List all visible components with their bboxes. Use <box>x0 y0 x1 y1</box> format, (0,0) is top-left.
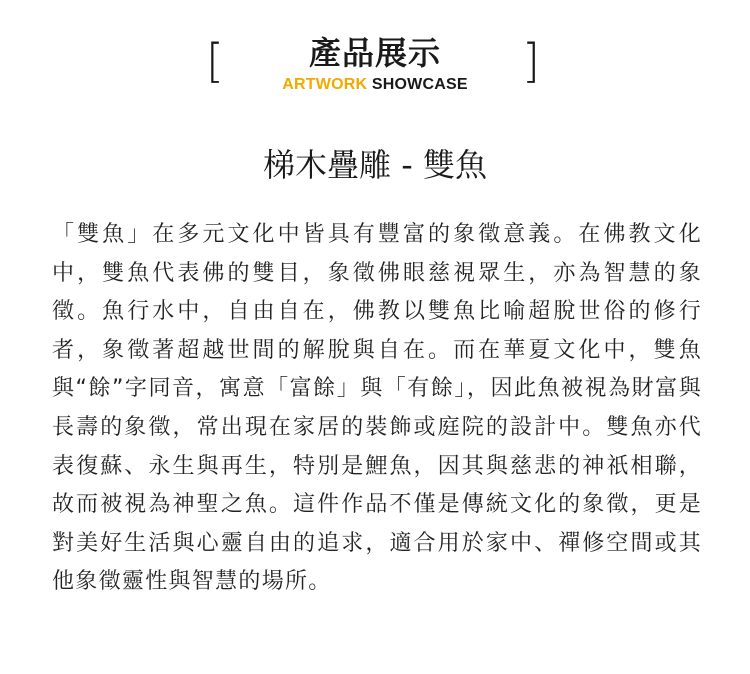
product-description: 「雙魚」在多元文化中皆具有豐富的象徵意義。在佛教文化中，雙魚代表佛的雙目，象徵佛眼慈視眾生，亦為智慧的象徵。魚行水中，自由自在，佛教以雙魚比喻超脫世俗的修行者，象徵著超越世間的解脫與自在。而在華夏文化中，雙魚與“餘”字同音，寓意「富餘」與「有餘」，因此魚被視為財富與長壽的象徵，常出現在家居的裝飾或庭院的設計中。雙魚亦代表復蘇、永生與再生，特別是鯉魚，因其與慈悲的神祇相聯，故而被視為神聖之魚。這件作品不僅是傳統文化的象徵，更是對美好生活與心靈自由的追求，適合用於家中、禪修空間或其他象徵靈性與智慧的場所。 <box>52 222 702 595</box>
subtitle-rest-word: SHOWCASE <box>371 76 468 93</box>
subtitle-accent-word: ARTWORK <box>282 76 368 93</box>
section-header <box>0 24 750 104</box>
right-bracket: ] <box>522 34 540 88</box>
section-subtitle <box>0 76 750 94</box>
section-title: 產品展示 <box>308 34 441 72</box>
product-title: 梯木疊雕 - 雙魚 <box>263 146 487 184</box>
left-bracket: [ <box>206 34 224 88</box>
